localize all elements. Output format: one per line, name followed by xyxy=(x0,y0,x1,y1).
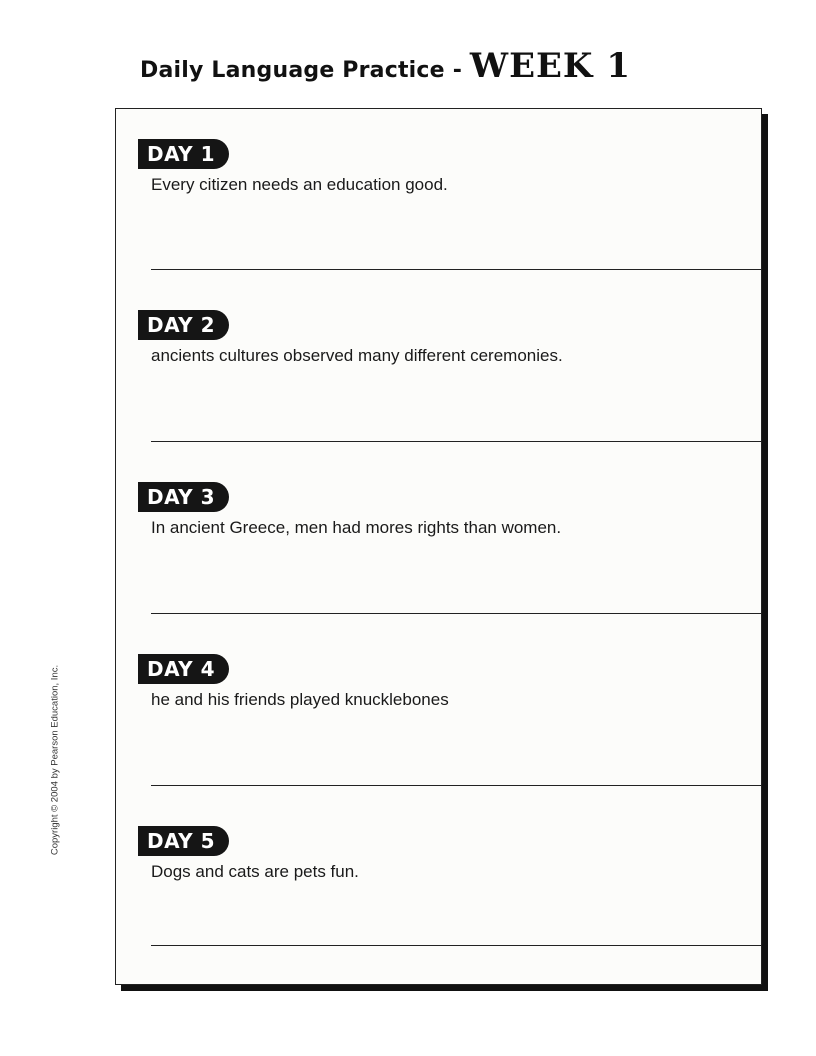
day-1-badge: DAY 1 xyxy=(138,139,229,169)
day-4-badge: DAY 4 xyxy=(138,654,229,684)
day-4-answer-line[interactable] xyxy=(151,785,761,786)
worksheet-panel xyxy=(115,108,762,985)
title-separator: - xyxy=(452,58,462,83)
day-4-sentence: he and his friends played knucklebones xyxy=(151,690,449,709)
day-2-answer-line[interactable] xyxy=(151,441,761,442)
day-2-sentence: ancients cultures observed many different ceremonies. xyxy=(151,346,563,365)
day-5-answer-line[interactable] xyxy=(151,945,761,946)
day-4-section xyxy=(116,624,761,796)
day-2-badge: DAY 2 xyxy=(138,310,229,340)
title-main: Daily Language Practice xyxy=(140,58,445,83)
day-3-sentence: In ancient Greece, men had mores rights than women. xyxy=(151,518,562,537)
page-title xyxy=(140,46,631,90)
copyright-notice: Copyright © 2004 by Pearson Education, Inc. xyxy=(49,664,61,856)
day-3-section xyxy=(116,452,761,624)
day-2-section xyxy=(116,280,761,452)
day-1-section xyxy=(116,109,761,281)
day-3-badge: DAY 3 xyxy=(138,482,229,512)
day-5-sentence: Dogs and cats are pets fun. xyxy=(151,862,359,881)
day-1-sentence: Every citizen needs an education good. xyxy=(151,175,448,194)
day-5-section xyxy=(116,796,761,968)
week-label: WEEK 1 xyxy=(469,46,631,86)
day-3-answer-line[interactable] xyxy=(151,613,761,614)
day-1-answer-line[interactable] xyxy=(151,269,761,270)
day-5-badge: DAY 5 xyxy=(138,826,229,856)
